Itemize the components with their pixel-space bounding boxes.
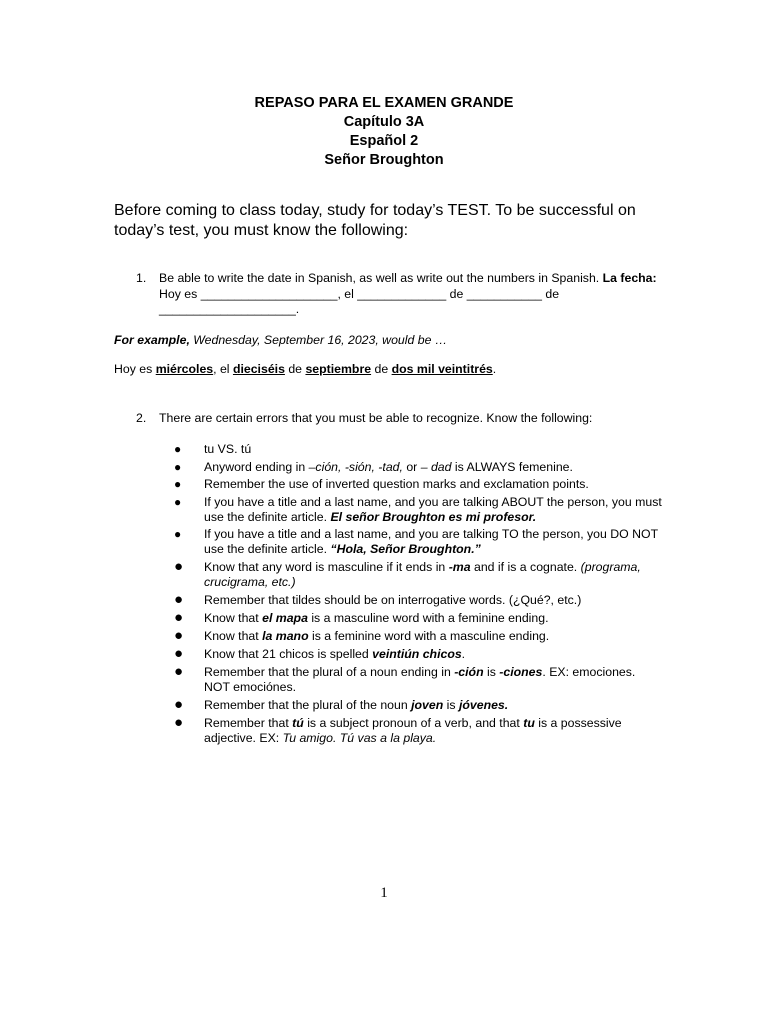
example-hoy-es: Hoy es: [114, 362, 153, 376]
bullet-text: .: [461, 647, 466, 661]
list-item: [174, 460, 664, 475]
example-lead: For example,: [114, 333, 190, 347]
bullet-icon: ●: [174, 645, 184, 662]
list-item: [174, 593, 664, 608]
bullet-text-italic: – dad: [420, 459, 452, 474]
bullet-icon: ●: [174, 696, 184, 713]
example-line: [114, 333, 447, 348]
list-item: [174, 665, 664, 695]
bullet-text-italic: Tu amigo. Tú vas a la playa.: [282, 731, 437, 745]
bullet-text: Remember that the plural of the noun: [204, 698, 412, 712]
bullet-text: is: [483, 665, 500, 679]
item-2-number: 2.: [136, 411, 147, 425]
error-list: [174, 442, 664, 749]
bullet-text: Know that: [204, 629, 263, 643]
bullet-text: is ALWAYS femenine.: [451, 459, 573, 474]
bullet-text-bold-italic: veintiún chicos: [372, 647, 462, 661]
bullet-text-bold-italic: “Hola, Señor Broughton.”: [330, 542, 481, 556]
list-item: [174, 647, 664, 662]
bullet-text: . EX: emociones. NOT emociónes.: [204, 665, 636, 694]
bullet-text: is: [443, 698, 459, 712]
list-item: [174, 477, 664, 492]
bullet-text: tu VS. tú: [204, 442, 252, 456]
bullet-text-italic: –ción, -sión, -tad,: [308, 459, 403, 474]
example-date: dieciséis: [232, 362, 285, 376]
list-item: [174, 527, 664, 557]
bullet-text: Remember that tildes should be on interrogative words. (¿Qué?, etc.): [204, 593, 582, 607]
bullet-text: Remember the use of inverted question marks and exclamation points.: [204, 477, 589, 491]
bullet-text: Know that: [204, 611, 263, 625]
intro-paragraph: Before coming to class today, study for today’s TEST. To be successful on today’s test, you must know the following:: [114, 202, 636, 239]
list-item: [174, 495, 664, 525]
bullet-icon: ●: [174, 663, 184, 680]
document-title: [0, 94, 768, 170]
bullet-text: Know that any word is masculine if it ends in: [204, 560, 449, 574]
bullet-icon: ●: [174, 459, 182, 474]
title-line-1: REPASO PARA EL EXAMEN GRANDE: [254, 95, 514, 111]
bullet-icon: ●: [174, 627, 184, 644]
item-2-text: There are certain errors that you must be able to recognize. Know the following:: [159, 411, 593, 425]
bullet-text: If you have a title and a last name, and you are talking TO the person, you DO NOT use the definite article.: [204, 527, 658, 556]
list-item: [174, 698, 664, 713]
bullet-icon: ●: [174, 477, 182, 491]
bullet-text: Remember that the plural of a noun ending in: [204, 665, 455, 679]
item-1-instruction: Be able to write the date in Spanish, as well as write out the numbers in Spanish.: [159, 271, 600, 285]
example-answer: [114, 362, 496, 377]
list-item: [174, 442, 664, 457]
example-period: .: [492, 362, 497, 376]
example-de-2: de: [374, 362, 389, 376]
title-line-2: Capítulo 3A: [343, 114, 425, 130]
bullet-text-bold-italic: la mano: [262, 629, 309, 643]
page-number: 1: [380, 885, 388, 901]
bullet-icon: ●: [174, 558, 184, 575]
bullet-text: Remember that: [204, 716, 293, 730]
bullet-text-bold-italic: tú: [292, 716, 304, 730]
bullet-icon: ●: [174, 591, 184, 608]
bullet-text: Anyword ending in: [204, 459, 309, 474]
bullet-text-bold-italic: El señor Broughton es mi profesor.: [330, 509, 537, 524]
title-line-4: Señor Broughton: [324, 152, 444, 168]
item-1-number: 1.: [136, 271, 147, 285]
item-1-text: [159, 271, 659, 318]
example-text: Wednesday, September 16, 2023, would be …: [193, 333, 448, 347]
bullet-icon: ●: [174, 527, 182, 541]
bullet-icon: ●: [174, 442, 182, 456]
example-comma-el: , el: [213, 362, 230, 376]
bullet-icon: ●: [174, 609, 184, 626]
date-template: Hoy es ____________________, el _____________ de ___________ de ____________________.: [159, 286, 560, 316]
bullet-text: is a feminine word with a masculine ending.: [308, 629, 550, 643]
bullet-text-bold-italic: -ciones: [499, 665, 543, 679]
bullet-text: is a subject pronoun of a verb, and that: [303, 716, 524, 730]
bullet-text-italic: (programa, crucigrama, etc.): [204, 560, 641, 589]
date-label: La fecha:: [602, 271, 657, 285]
bullet-text-bold-italic: joven: [411, 698, 444, 712]
bullet-icon: ●: [174, 714, 184, 731]
bullet-text: Know that 21 chicos is spelled: [204, 647, 373, 661]
example-de-1: de: [288, 362, 303, 376]
bullet-text: or: [402, 459, 421, 474]
bullet-text-bold-italic: -ma: [448, 560, 471, 574]
bullet-icon: ●: [174, 494, 182, 509]
list-item: [174, 611, 664, 626]
list-item: [174, 716, 664, 746]
bullet-text: is a masculine word with a feminine ending.: [307, 611, 549, 625]
bullet-text-bold-italic: el mapa: [262, 611, 308, 625]
bullet-text-bold-italic: -ción: [454, 665, 484, 679]
bullet-text-bold-italic: jóvenes.: [458, 698, 509, 712]
bullet-text: is a possessive adjective. EX:: [204, 716, 622, 745]
title-line-3: Español 2: [349, 133, 419, 149]
bullet-text-bold-italic: tu: [523, 716, 535, 730]
example-year: dos mil veintitrés: [391, 362, 493, 376]
example-month: septiembre: [305, 362, 372, 376]
example-day: miércoles: [155, 362, 214, 376]
list-item: [174, 560, 664, 590]
bullet-text: If you have a title and a last name, and you are talking ABOUT the person, you must use the definite article.: [204, 494, 662, 524]
bullet-text: and if is a cognate.: [470, 560, 581, 574]
list-item: [174, 629, 664, 644]
